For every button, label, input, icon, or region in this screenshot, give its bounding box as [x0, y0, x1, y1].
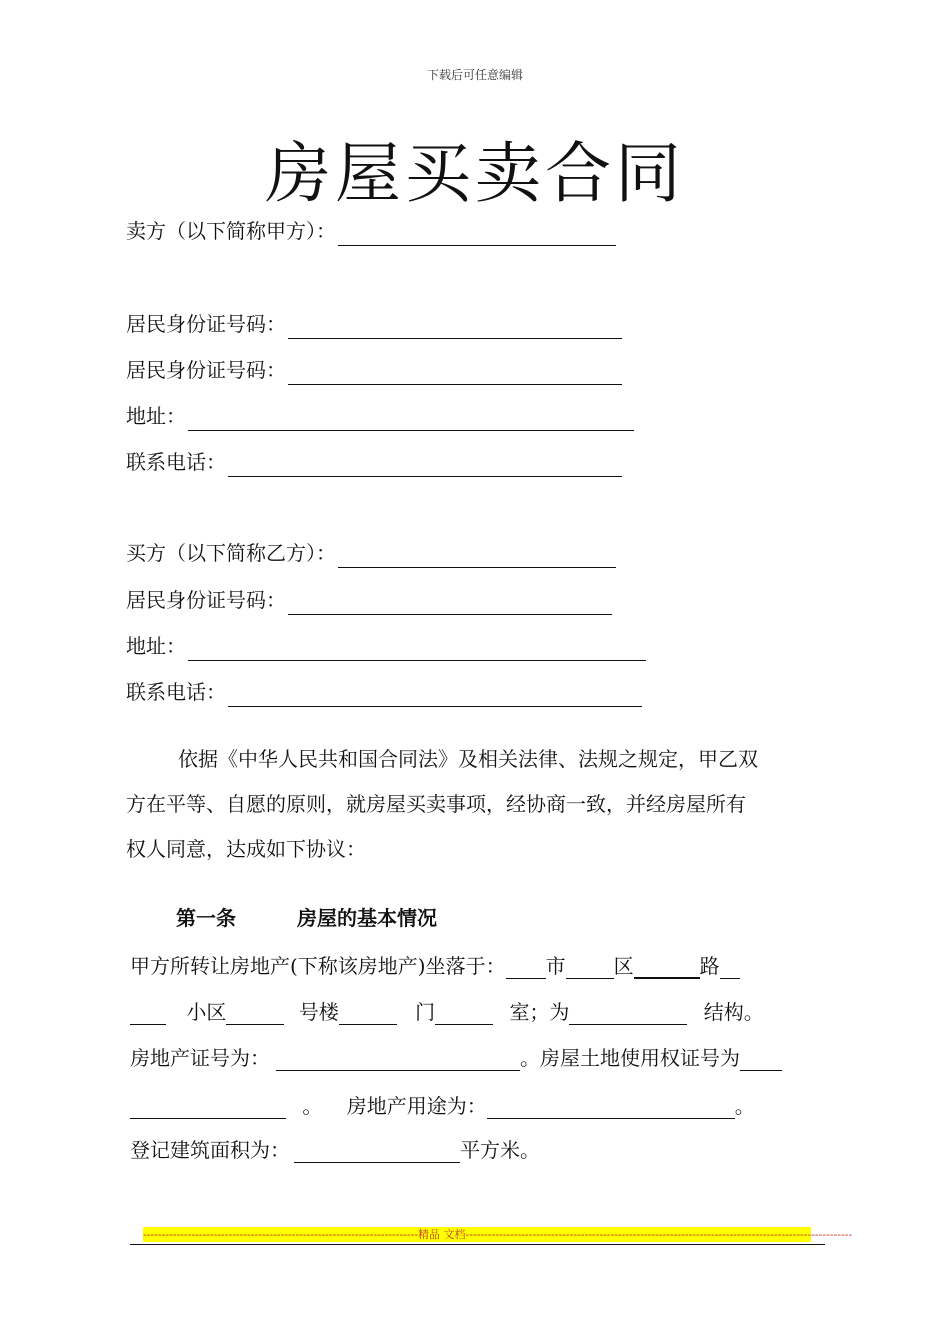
buyer-address-row — [126, 631, 646, 661]
seller-id-label-1: 居民身份证号码： — [126, 312, 286, 336]
structure-label: 结构。 — [703, 1000, 764, 1024]
seller-phone-blank[interactable] — [228, 454, 622, 477]
building-blank[interactable] — [226, 1002, 284, 1025]
building-label: 号楼 — [298, 1000, 339, 1024]
buyer-id-row — [126, 585, 612, 615]
footer-rule — [130, 1244, 825, 1245]
use-blank[interactable] — [487, 1096, 735, 1119]
area-label: 登记建筑面积为： — [130, 1138, 290, 1162]
buyer-phone-label: 联系电话： — [126, 680, 226, 704]
community-label: 小区 — [186, 1000, 227, 1024]
cert-label: 房地产证号为： — [130, 1046, 270, 1070]
article1-line-1 — [130, 950, 740, 979]
intro-line-1: 依据《中华人民共和国合同法》及相关法律、法规之规定，甲乙双 — [178, 747, 758, 771]
page-title: 房屋买卖合同 — [265, 135, 685, 212]
seller-address-label: 地址： — [126, 404, 186, 428]
article1-number: 第一条 — [176, 906, 236, 930]
buyer-phone-row — [126, 677, 642, 707]
unit-blank[interactable] — [339, 1002, 397, 1025]
district-blank[interactable] — [566, 956, 614, 979]
intro-line-3: 权人同意，达成如下协议： — [126, 837, 366, 861]
district-label: 区 — [613, 954, 634, 978]
footer-text: 精品 文档 — [418, 1228, 466, 1241]
seller-label: 卖方（以下简称甲方）： — [126, 219, 336, 243]
footer-left-dashes: -------------------------------------------------------------------------- — [143, 1228, 419, 1241]
footer-right-dashes: -------------------------------------------------------------------------------------------------------- — [465, 1228, 853, 1241]
land-cert-blank[interactable] — [740, 1048, 782, 1071]
seller-id-blank-1[interactable] — [288, 316, 622, 339]
area-blank[interactable] — [294, 1140, 460, 1163]
structure-blank[interactable] — [569, 1002, 687, 1025]
header-note: 下载后可任意编辑 — [426, 68, 523, 82]
intro-line-2: 方在平等、自愿的原则，就房屋买卖事项，经协商一致，并经房屋所有 — [126, 792, 746, 816]
footer-highlight-bar — [143, 1227, 853, 1242]
cert-blank[interactable] — [276, 1048, 520, 1071]
seller-phone-label: 联系电话： — [126, 450, 226, 474]
article1-heading: 房屋的基本情况 — [297, 906, 437, 930]
road-blank[interactable] — [634, 955, 700, 979]
use-end-mark: 。 — [734, 1094, 755, 1118]
seller-id-row-1 — [126, 309, 622, 339]
article1-line-5 — [130, 1134, 540, 1163]
buyer-row — [126, 538, 616, 568]
buyer-id-label: 居民身份证号码： — [126, 588, 286, 612]
use-label: 房地产用途为： — [346, 1094, 487, 1118]
seller-name-blank[interactable] — [338, 223, 616, 246]
area-unit: 平方米。 — [460, 1138, 540, 1162]
buyer-id-blank[interactable] — [288, 592, 612, 615]
community-blank[interactable] — [130, 1002, 166, 1025]
seller-phone-row — [126, 447, 622, 477]
article1-line-3 — [130, 1042, 782, 1071]
buyer-name-blank[interactable] — [338, 545, 616, 568]
article1-line-2 — [130, 996, 764, 1025]
buyer-phone-blank[interactable] — [228, 684, 642, 707]
city-blank[interactable] — [506, 956, 546, 979]
seller-row — [126, 216, 616, 246]
period-mark: 。 — [302, 1094, 323, 1118]
city-label: 市 — [545, 954, 566, 978]
room-blank[interactable] — [435, 1002, 493, 1025]
intro-paragraph — [126, 737, 826, 872]
location-label: 甲方所转让房地产(下称该房地产)坐落于： — [130, 954, 506, 978]
seller-id-blank-2[interactable] — [288, 362, 622, 385]
seller-address-row — [126, 401, 634, 431]
seller-id-label-2: 居民身份证号码： — [126, 358, 286, 382]
land-cert-label: 。房屋土地使用权证号为 — [520, 1046, 740, 1070]
buyer-address-blank[interactable] — [188, 638, 646, 661]
seller-id-row-2 — [126, 355, 622, 385]
buyer-address-label: 地址： — [126, 634, 186, 658]
land-cert-continued-blank[interactable] — [130, 1096, 286, 1119]
buyer-label: 买方（以下简称乙方）： — [126, 541, 336, 565]
room-label: 室；为 — [509, 1000, 570, 1024]
seller-address-blank[interactable] — [188, 408, 634, 431]
road-tail-blank[interactable] — [720, 956, 740, 979]
article1-line-4 — [130, 1090, 755, 1119]
road-label: 路 — [699, 954, 720, 978]
unit-label: 门 — [415, 1000, 436, 1024]
